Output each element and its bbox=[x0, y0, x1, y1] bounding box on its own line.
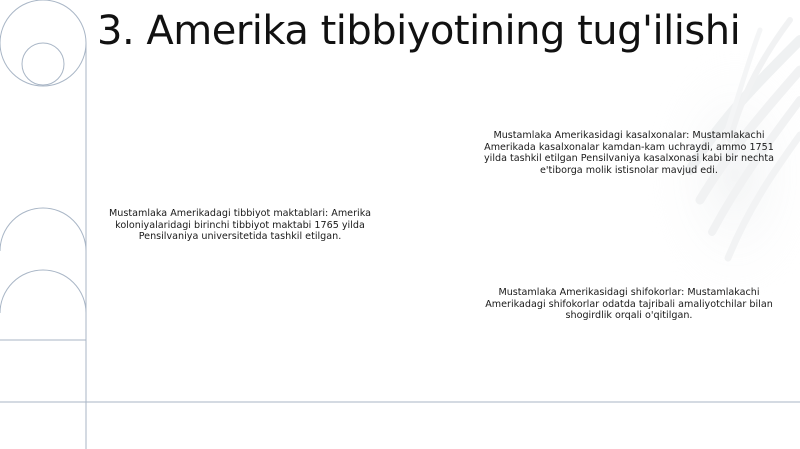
hospitals-text: Mustamlaka Amerikasidagi kasalxonalar: Mustamlakachi Amerikada kasalxonalar kamdan-kam uchraydi, ammo 1751 yilda tashkil etilgan Pensilvaniya kasalxonasi kabi bir nechta e'tiborga molik istisnolar mavjud edi. bbox=[484, 130, 774, 176]
slide-title: 3. Amerika tibbiyotining tug'ilishi bbox=[97, 8, 741, 54]
medical-schools-text: Mustamlaka Amerikadagi tibbiyot maktablari: Amerika koloniyalaridagi birinchi tibbiyot maktabi 1765 yilda Pensilvaniya universitetida tashkil etilgan. bbox=[109, 208, 371, 243]
doctors-text: Mustamlaka Amerikasidagi shifokorlar: Mustamlakachi Amerikadagi shifokorlar odatda tajribali amaliyotchilar bilan shogirdlik orqali o'qitilgan. bbox=[485, 287, 773, 322]
